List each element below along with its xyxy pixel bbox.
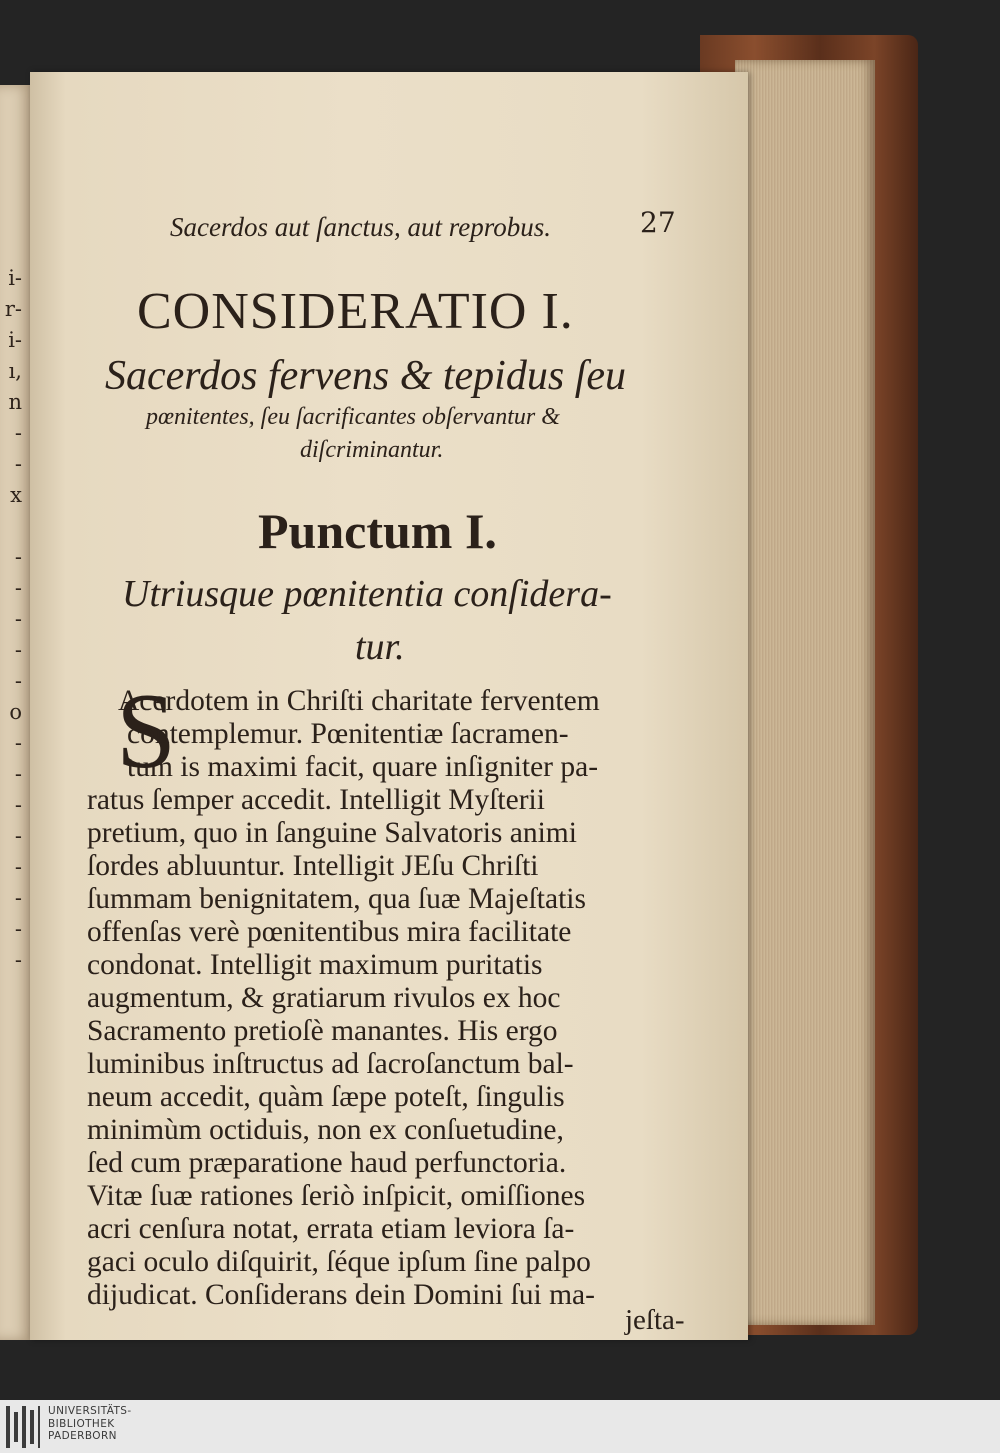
body-line: augmentum, & gratiarum rivulos ex hoc (87, 982, 561, 1014)
subtitle-line-3: diſcriminantur. (300, 437, 444, 463)
page-edges (735, 60, 875, 1325)
body-line: minimùm octiduis, non ex conſuetudine, (87, 1114, 564, 1146)
library-footer (0, 1400, 1000, 1453)
drop-cap: S (116, 672, 177, 791)
running-head: Sacerdos aut ſanctus, aut reprobus. (170, 212, 551, 242)
body-line: neum accedit, quàm ſæpe poteſt, ſingulis (87, 1081, 565, 1113)
body-line: tum is maximi facit, quare inſigniter pa- (127, 751, 599, 783)
body-line: Vitæ ſuæ rationes ſeriò inſpicit, omiſſiones (87, 1180, 586, 1212)
body-line: condonat. Intelligit maximum puritatis (87, 949, 543, 981)
subtitle-line-1: Sacerdos fervens & tepidus ſeu (105, 353, 627, 399)
subtitle-line-2: pœnitentes, ſeu ſacrificantes obſervantur & (146, 404, 560, 430)
library-logo-icon (6, 1406, 40, 1448)
right-page (30, 72, 748, 1340)
body-line: Acerdotem in Chriſti charitate ferventem (118, 685, 600, 717)
library-logo-text (48, 1405, 132, 1443)
body-line: dijudicat. Conſiderans dein Domini ſui ma- (87, 1279, 595, 1311)
body-line: offenſas verè pœnitentibus mira facilitate (87, 916, 572, 948)
body-line: luminibus inſtructus ad ſacroſanctum bal- (87, 1048, 574, 1080)
body-line: pretium, quo in ſanguine Salvatoris animi (87, 817, 577, 849)
section-heading: Punctum I. (258, 503, 497, 559)
section-title-line-2: tur. (355, 626, 405, 668)
body-line: acri cenſura notat, errata etiam leviora ſa- (87, 1213, 575, 1245)
body-line: ſordes abluuntur. Intelligit JEſu Chriſti (87, 850, 539, 882)
page-number: 27 (640, 206, 676, 239)
page-title: CONSIDERATIO I. (137, 283, 574, 340)
body-line: ſed cum præparatione haud perfunctoria. (87, 1147, 567, 1179)
body-line: ſummam benignitatem, qua ſuæ Majeſtatis (87, 883, 586, 915)
body-line: gaci oculo diſquirit, ſéque ipſum ſine palpo (87, 1246, 591, 1278)
section-title-line-1: Utriusque pœnitentia conſidera- (122, 573, 612, 615)
catchword: jeſta- (625, 1304, 685, 1336)
body-line: Sacramento pretioſè manantes. His ergo (87, 1015, 558, 1047)
left-page (0, 85, 32, 1340)
left-page-fragments: i- r- i- ı, n - - x - - - - - o - - - - - - - - (4, 266, 22, 972)
logo-line-3: PADERBORN (48, 1430, 117, 1442)
body-line: contemplemur. Pœnitentiæ ſacramen- (127, 718, 569, 750)
logo-line-1: UNIVERSITÄTS- (48, 1405, 132, 1417)
body-line: ratus ſemper accedit. Intelligit Myſterii (87, 784, 545, 816)
logo-line-2: BIBLIOTHEK (48, 1417, 115, 1430)
